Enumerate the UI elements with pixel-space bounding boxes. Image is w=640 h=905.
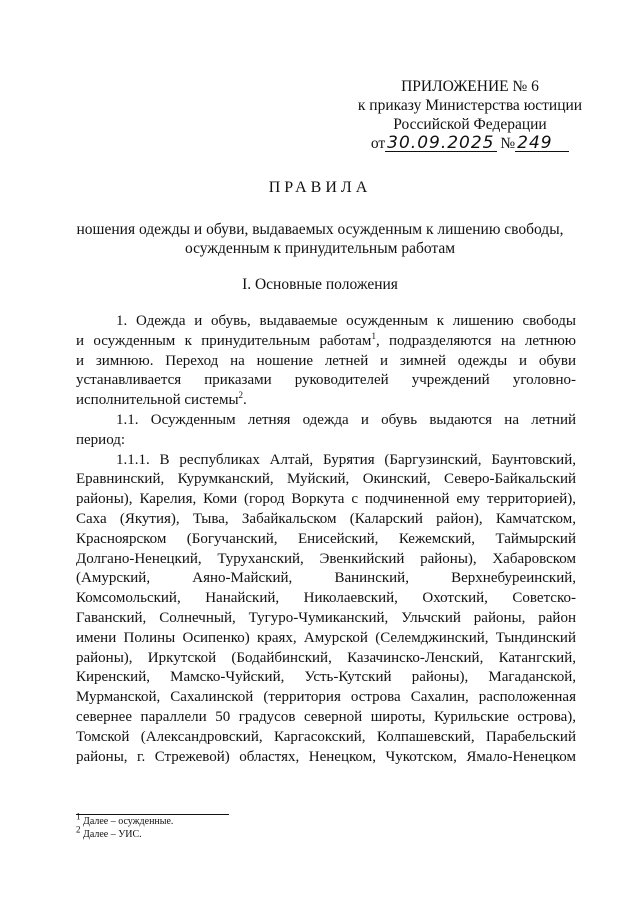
footnote-mark: 1 <box>76 811 81 822</box>
text-segment: имени Полины Осипенко) краях, Амурской (Селемджинский, Тындинский <box>76 629 576 646</box>
text-segment: устанавливается приказами руководителей учреждений уголовно- <box>76 372 576 389</box>
appendix-title: ПРИЛОЖЕНИЕ № 6 <box>401 78 539 95</box>
footnote-text: Далее – УИС. <box>80 829 142 840</box>
text-segment: исполнительной системы <box>76 392 239 409</box>
handwritten-date: 30.09.2025 <box>387 133 495 153</box>
body-text-line <box>76 649 576 669</box>
text-segment: Мурманской, Сахалинской (территория острова Сахалин, расположенная <box>76 689 576 706</box>
body-text-line <box>76 708 576 728</box>
body-text-line <box>76 530 576 550</box>
body-text-line <box>76 451 576 471</box>
section-heading: I. Основные положения <box>242 276 398 293</box>
body-text-line <box>76 589 576 609</box>
body-text-line <box>76 490 576 510</box>
appendix-header <box>330 77 610 153</box>
document-body <box>76 312 576 808</box>
document-flow <box>76 312 576 841</box>
footnote <box>76 824 576 841</box>
appendix-line-3: Российской Федерации <box>393 116 547 133</box>
text-segment: Красноярском (Богучанский, Енисейский, Кежемский, Таймырский <box>76 530 576 547</box>
body-text-line <box>76 391 576 411</box>
text-segment: севернее параллели 50 градусов северной широты, Курильские острова), <box>76 708 576 725</box>
text-segment: 1.1.1. В республиках Алтай, Бурятия (Баргузинский, Баунтовский, <box>116 451 576 468</box>
text-segment: 1.1. Осужденным летняя одежда и обувь выдаются на летний <box>116 411 576 428</box>
body-text-line <box>76 510 576 530</box>
text-segment: Долгано-Ненецкий, Туруханский, Эвенкийский районы), Хабаровском <box>76 550 576 567</box>
body-text-line <box>76 371 576 391</box>
footnote <box>76 811 576 828</box>
text-segment: Еравнинский, Курумканский, Муйский, Окинский, Северо-Байкальский <box>76 471 576 488</box>
body-text-line <box>76 569 576 589</box>
body-text-line <box>76 609 576 629</box>
footnote-reference: 2 <box>238 390 244 401</box>
appendix-line-2: к приказу Министерства юстиции <box>357 97 583 114</box>
body-text-line <box>76 668 576 688</box>
body-text-line <box>76 431 576 451</box>
text-segment: районы), Иркутской (Бодайбинский, Казачинско-Ленский, Катангский, <box>76 649 576 666</box>
text-segment: районы), Карелия, Коми (город Воркута с подчиненной ему территорией), <box>76 491 576 508</box>
text-segment: Киренский, Мамско-Чуйский, Усть-Кутский районы), Магаданской, <box>76 669 576 686</box>
body-text-line <box>76 748 576 768</box>
from-label: от <box>370 135 386 152</box>
text-segment: районы, г. Стрежевой) областях, Ненецком, Чукотском, Ямало-Ненецком <box>76 748 576 765</box>
document-title: ПРАВИЛА <box>268 179 372 196</box>
text-segment: 1. Одежда и обувь, выдаваемые осужденным к лишению свободы <box>116 313 576 329</box>
footnote-text: Далее – осужденные. <box>80 816 174 827</box>
text-segment: и зимнюю. Переход на ношение летней и зимней одежды и обуви <box>76 352 576 369</box>
text-segment: (Амурский, Аяно-Майский, Ванинский, Верхнебуреинский, <box>76 570 576 587</box>
text-segment: Томской (Александровский, Каргасокский, Колпашевский, Парабельский <box>76 728 576 745</box>
number-label: № <box>500 135 516 152</box>
footnote-reference: 1 <box>371 330 376 341</box>
appendix-date-line <box>330 134 610 153</box>
text-segment: , подразделяются на летнюю <box>375 332 576 349</box>
subtitle-line: ношения одежды и обуви, выдаваемых осужденным к лишению свободы, <box>76 221 564 238</box>
body-text-line <box>76 688 576 708</box>
body-text-line <box>76 728 576 748</box>
text-segment: Комсомольский, Нанайский, Николаевский, Охотский, Советско- <box>76 590 576 607</box>
subtitle-line: осужденным к принудительным работам <box>184 240 456 257</box>
body-text-line <box>76 550 576 570</box>
body-text-line <box>76 411 576 431</box>
text-segment: . <box>243 392 247 409</box>
body-text-line <box>76 352 576 372</box>
text-segment: Гаванский, Солнечный, Тугуро-Чумиканский, Ульчский районы, район <box>76 609 576 626</box>
handwritten-number: 249 <box>515 135 569 152</box>
body-text-line <box>76 332 576 352</box>
body-text-line <box>76 470 576 490</box>
text-segment: Саха (Якутия), Тыва, Забайкальском (Каларский район), Камчатском, <box>76 510 576 527</box>
body-text-line <box>76 312 576 332</box>
footnote-mark: 2 <box>76 824 81 835</box>
text-segment: период: <box>76 431 126 448</box>
document-subtitle <box>60 220 580 258</box>
text-segment: и осужденным к принудительным работам <box>76 332 372 349</box>
body-text-line <box>76 629 576 649</box>
